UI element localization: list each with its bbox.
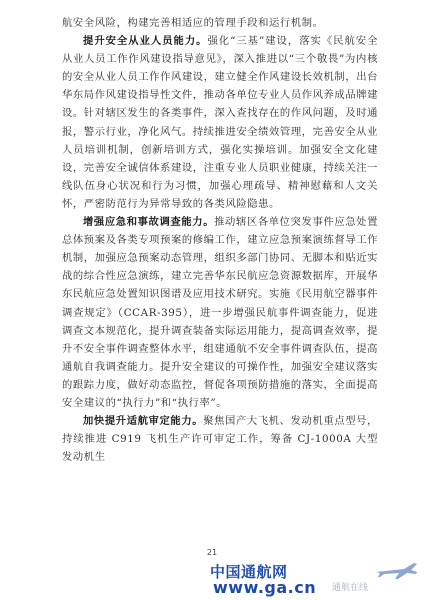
- paragraph-3: [62, 213, 378, 412]
- page-number: 21: [206, 548, 218, 557]
- airplane-icon: [374, 560, 418, 586]
- watermark: [198, 560, 424, 600]
- watermark-stamp: 通航在线: [332, 583, 369, 593]
- paragraph-text: 推动辖区各单位突发事件应急处置总体预案及各类专项预案的修编工作，建立应急预案演练督导工作机制，加强应急预案动态管理，组织多部门协同、无脚本和贴近实战的综合性应急演练，建立完善华东民航应急资源数据库，开展华东民航应急处置知识图谱及应用技术研究。实施《民用航空器事件调查规定》（CCAR-395），进一步增强民航事件调查能力，促进调查文本规范化，提升调查装备实际运用能力，提高调查效率，提升不安全事件调查整体水平，组建通航不安全事件调查队伍，提高通航自我调查能力。提升安全建议的可操作性，加强安全建议落实的跟踪力度，做好动态监控，督促各项预防措施的落实，全面提高安全建议的“执行力”和“执行率”。: [62, 216, 379, 409]
- paragraph-lead: 提升安全从业人员能力。: [83, 35, 208, 48]
- paragraph-text: 聚焦国产大飞机、发动机重点型号，持续推进 C919 飞机生产许可审定工作，筹备 CJ-1000A 大型发动机生: [62, 415, 378, 464]
- watermark-site-name: 中国通航网: [210, 563, 288, 581]
- paragraph-lead: 增强应急和事故调查能力。: [83, 216, 215, 229]
- paragraph-text: 航安全风险，构建完善相适应的管理手段和运行机制。: [62, 17, 324, 29]
- watermark-url: www.ga.cn: [213, 578, 317, 597]
- paragraph-1: [62, 14, 378, 32]
- paragraph-2: [62, 32, 378, 213]
- paragraph-text: 强化“三基”建设，落实《民航安全从业人员工作作风建设指导意见》，深入推进以“三个敬畏”为内核的安全从业人员工作作风建设，建立健全作风建设长效机制，出台华东局作风建设指导性文件，推动各单位专业人员作风养成品牌建设。针对辖区发生的各类事件，深入查找存在的作风问题，及时通报，警示行业，净化风气。持续推进安全绩效管理，完善安全从业人员培训机制，创新培训方式，强化实操培训。加强安全文化建设，完善安全诚信体系建设，注重专业人员职业健康，持续关注一线队伍身心状况和行为习惯，加强心理疏导、精神慰藉和人文关怀，严密防范行为异常导致的各类风险隐患。: [62, 35, 379, 210]
- paragraph-lead: 加快提升适航审定能力。: [83, 415, 204, 428]
- body-text: [62, 14, 378, 466]
- paragraph-4: [62, 412, 378, 466]
